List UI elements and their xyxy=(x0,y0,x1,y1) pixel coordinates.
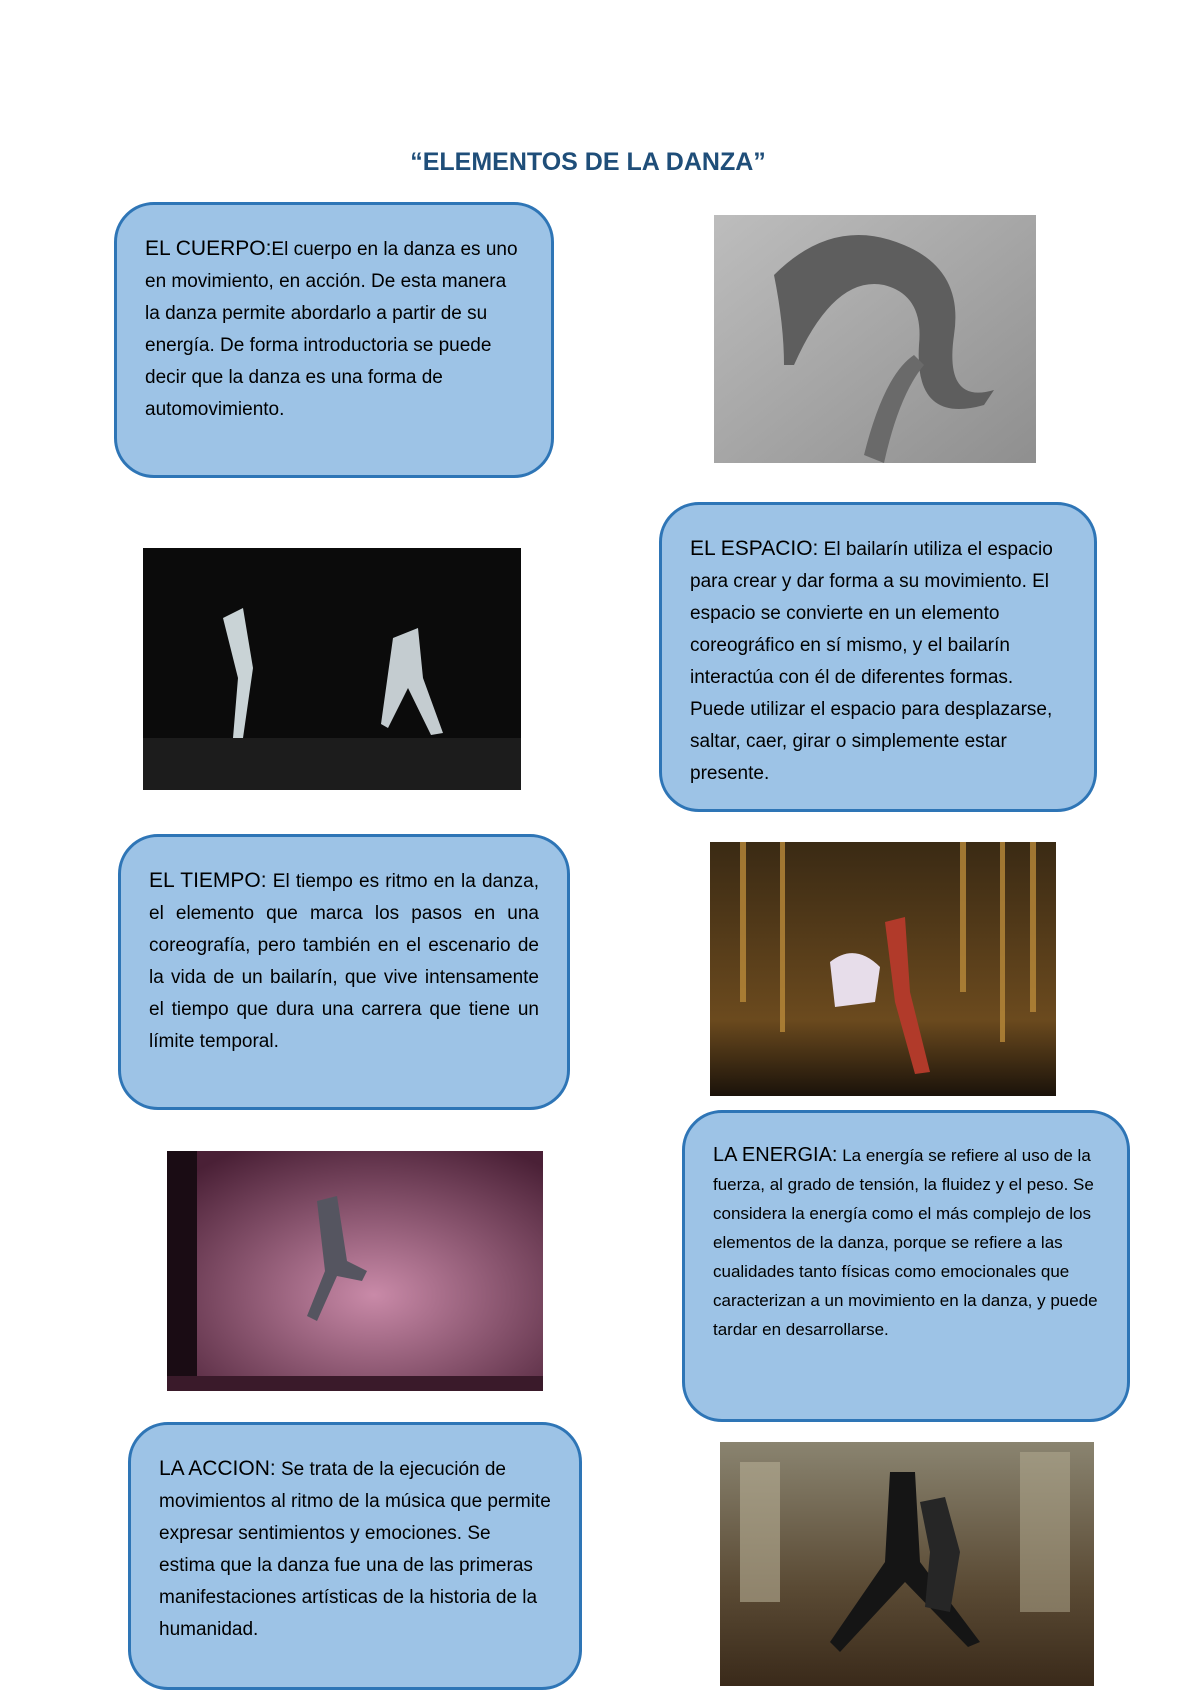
section-energia xyxy=(682,1110,1130,1422)
photo-dancer-jump-pink xyxy=(167,1151,543,1391)
photo-tango-couple xyxy=(720,1442,1094,1686)
section-heading: LA ACCION: xyxy=(159,1457,276,1480)
photo-ballet-couple xyxy=(710,842,1056,1096)
section-text: El cuerpo en la danza es uno en movimiento, en acción. De esta manera la danza permite abordarlo a partir de su energía. De forma introductoria se puede decir que la danza es una forma de automovimiento. xyxy=(145,239,518,420)
section-text: Se trata de la ejecución de movimientos al ritmo de la música que permite expresar sentimientos y emociones. Se estima que la danza fue una de las primeras manifestaciones artísticas de la historia de la humanidad. xyxy=(159,1459,551,1640)
section-heading: EL TIEMPO: xyxy=(149,869,267,892)
section-heading: EL ESPACIO: xyxy=(690,537,819,560)
section-text: La energía se refiere al uso de la fuerza, al grado de tensión, la fluidez y el peso. Se considera la energía como el más complejo de los elementos de la danza, porque se refiere a las cualidades tanto físicas como emocionales que caracterizan a un movimiento en la danza, y puede tardar en desarrollarse. xyxy=(713,1146,1098,1339)
photo-dancer-leap-bw xyxy=(714,215,1036,463)
page-title: “ELEMENTOS DE LA DANZA” xyxy=(410,148,766,176)
section-text: El bailarín utiliza el espacio para crear y dar forma a su movimiento. El espacio se convierte en un elemento coreográfico en sí mismo, y el bailarín interactúa con él de diferentes formas. Puede utilizar el espacio para desplazarse, saltar, caer, girar o simplemente estar presente. xyxy=(690,539,1053,784)
section-heading: LA ENERGIA: xyxy=(713,1144,838,1166)
section-tiempo xyxy=(118,834,570,1110)
section-accion xyxy=(128,1422,582,1690)
photo-two-dancers-stage xyxy=(143,548,521,790)
section-espacio xyxy=(659,502,1097,812)
section-cuerpo xyxy=(114,202,554,478)
section-text: El tiempo es ritmo en la danza, el elemento que marca los pasos en una coreografía, pero también en el escenario de la vida de un bailarín, que vive intensamente el tiempo que dura una carrera que tiene un límite temporal. xyxy=(149,871,540,1052)
section-heading: EL CUERPO: xyxy=(145,237,272,260)
